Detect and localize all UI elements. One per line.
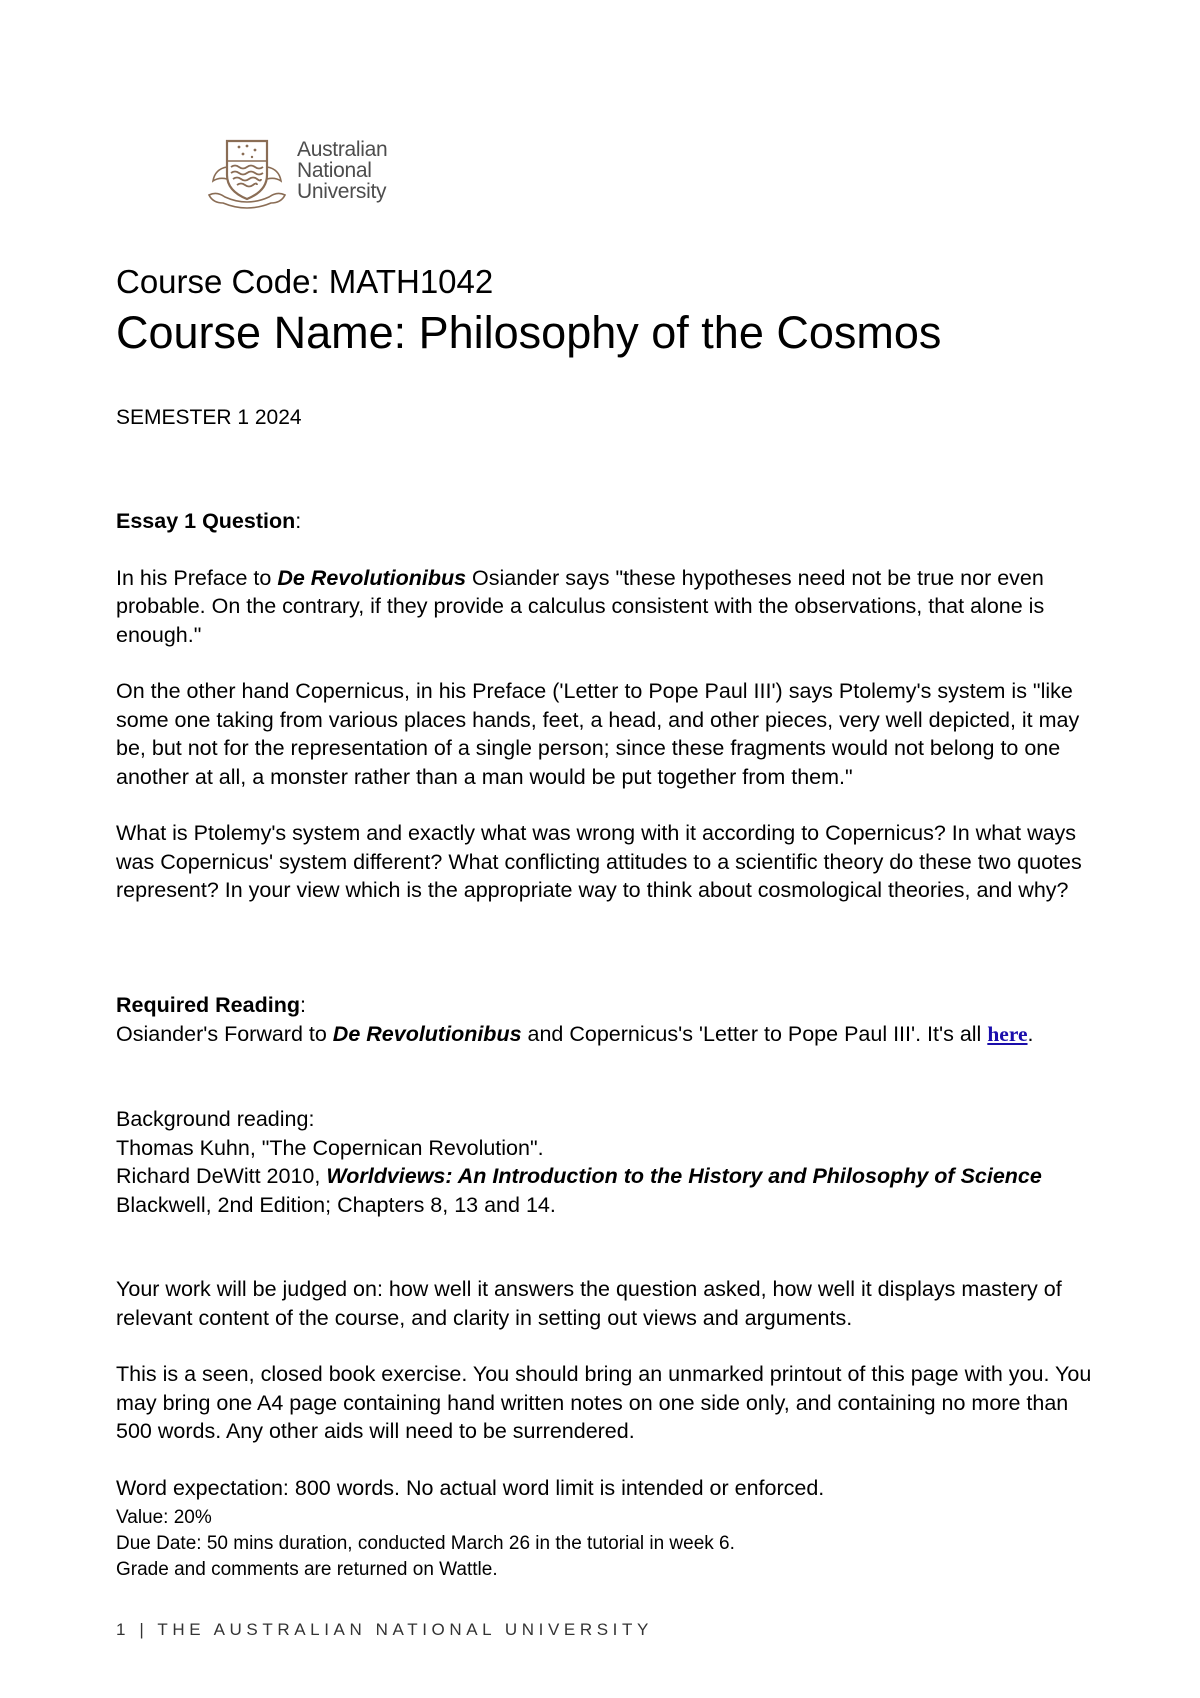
anu-crest-icon [205, 137, 289, 213]
judging-criteria: Your work will be judged on: how well it answers the question asked, how well it displays mastery of relevant content of the course, and clarity in setting out views and arguments. [116, 1277, 1062, 1330]
work-title: De Revolutionibus [277, 565, 467, 590]
anu-wordmark [297, 139, 387, 202]
work-title: De Revolutionibus [332, 1021, 522, 1046]
question-paragraph-3: What is Ptolemy's system and exactly what was wrong with it according to Copernicus? In what ways was Copernicus' system different? What conflicting attitudes to a scientific theory do these two quotes represent? In your view which is the appropriate way to think about cosmological theories, and why? [116, 821, 1082, 902]
course-name: Course Name: Philosophy of the Cosmos [116, 307, 942, 358]
assessment-value: Value: 20% [116, 1507, 212, 1528]
work-title: Worldviews: An Introduction to the History and Philosophy of Science [326, 1164, 1042, 1188]
background-reading-item-2: Richard DeWitt 2010, Worldviews: An Introduction to the History and Philosophy of Science Blackwell, 2nd Edition; Chapters 8, 13 and 14. [116, 1164, 1042, 1217]
required-reading-section [116, 991, 1096, 1048]
exercise-rules: This is a seen, closed book exercise. You should bring an unmarked printout of this page with you. You may bring one A4 page containing hand written notes on one side only, and containing no more than 500 words. Any other aids will need to be surrendered. [116, 1362, 1092, 1443]
due-date: Due Date: 50 mins duration, conducted March 26 in the tutorial in week 6. [116, 1533, 735, 1554]
assessment-details [116, 1505, 1096, 1583]
essay-question-heading: Essay 1 Question: [116, 509, 302, 533]
grade-return: Grade and comments are returned on Wattle. [116, 1559, 498, 1580]
page-footer: 1 | THE AUSTRALIAN NATIONAL UNIVERSITY [116, 1620, 653, 1639]
anu-logo [205, 137, 405, 213]
wordmark-line-2: National [297, 159, 372, 182]
question-paragraph-2: On the other hand Copernicus, in his Preface ('Letter to Pope Paul III') says Ptolemy's system is "like some one taking from various places hands, feet, a head, and other pieces, very well depicted, it may be, but not for the representation of a single person; since these fragments would not belong to one another at all, a monster rather than a man would be put together from them." [116, 679, 1080, 789]
wordmark-line-1: Australian [297, 138, 388, 161]
background-reading-section [116, 1105, 1096, 1219]
background-reading-heading: Background reading: [116, 1107, 315, 1131]
word-expectation: Word expectation: 800 words. No actual word limit is intended or enforced. [116, 1475, 825, 1500]
background-reading-item-1: Thomas Kuhn, "The Copernican Revolution". [116, 1135, 544, 1160]
wordmark-line-3: University [297, 180, 387, 203]
reading-link[interactable]: here [987, 1021, 1028, 1046]
essay-question-section [116, 507, 1096, 905]
question-paragraph-1: In his Preface to De Revolutionibus Osiander says "these hypotheses need not be true nor even probable. On the contrary, if they provide a calculus consistent with the observations, that alone is enough." [116, 565, 1045, 647]
assessment-section [116, 1275, 1096, 1502]
required-reading-heading: Required Reading: [116, 993, 306, 1017]
semester: SEMESTER 1 2024 [116, 406, 302, 429]
course-code: Course Code: MATH1042 [116, 263, 494, 300]
required-reading-text: Osiander's Forward to De Revolutionibus and Copernicus's 'Letter to Pope Paul III'. It's all here. [116, 1021, 1034, 1046]
